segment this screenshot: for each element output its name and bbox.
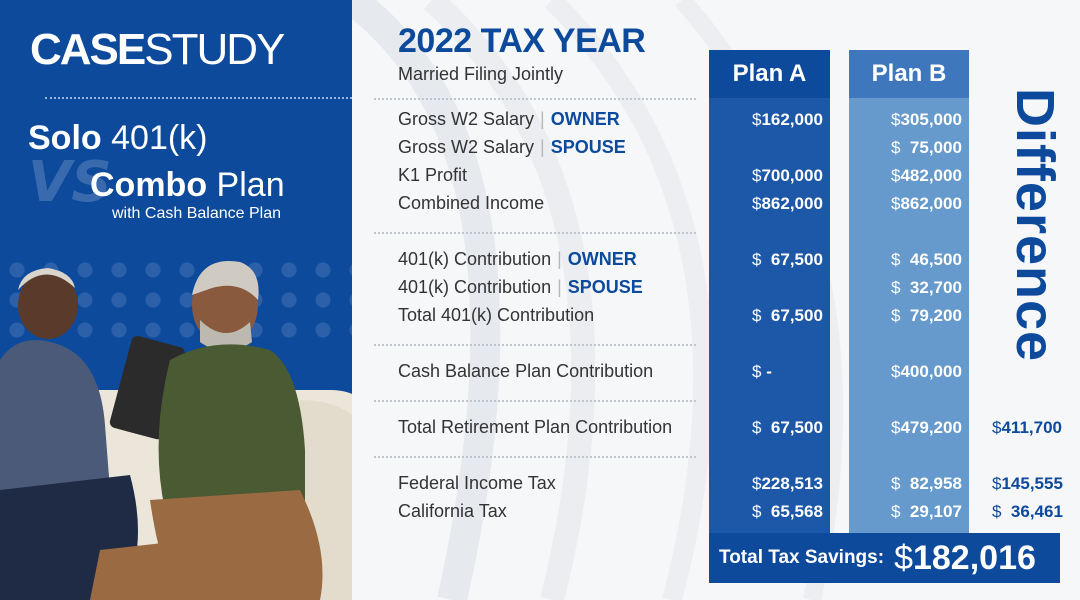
plan-b-401k-total: $ 79,200	[891, 306, 962, 325]
couple-photo	[0, 250, 400, 600]
diff-federal: $145,555	[992, 474, 1063, 493]
row-divider	[374, 232, 696, 234]
plan-a-header: Plan A	[709, 50, 830, 98]
plan-a-k1: $700,000	[752, 166, 823, 185]
headline-solo: Solo 401(k)	[28, 119, 208, 157]
row-divider	[374, 456, 696, 458]
row-divider	[374, 344, 696, 346]
label-k1-profit: K1 Profit	[398, 165, 468, 185]
plan-b-total-retirement: $479,200	[891, 418, 962, 437]
label-401k-owner: 401(k) Contribution | OWNER	[398, 249, 637, 269]
diff-total-retirement: $411,700	[992, 418, 1062, 437]
plan-b-cash-balance: $400,000	[891, 362, 962, 381]
diff-california: $ 36,461	[992, 502, 1063, 521]
label-401k-spouse: 401(k) Contribution | SPOUSE	[398, 277, 643, 297]
plan-b-combined: $862,000	[891, 194, 962, 213]
plan-a-401k-owner: $ 67,500	[752, 250, 823, 269]
plan-a-gross-owner: $162,000	[752, 110, 823, 129]
plan-b-k1: $482,000	[891, 166, 962, 185]
plan-a-california: $ 65,568	[752, 502, 823, 521]
plan-a-total-retirement: $ 67,500	[752, 418, 823, 437]
label-federal-tax: Federal Income Tax	[398, 473, 556, 493]
plan-b-gross-owner: $305,000	[891, 110, 962, 129]
total-savings-amount: $182,016	[894, 538, 1036, 577]
label-gross-spouse: Gross W2 Salary | SPOUSE	[398, 137, 626, 157]
vs-watermark: VS	[28, 150, 112, 215]
left-divider	[45, 97, 352, 99]
row-divider	[374, 400, 696, 402]
difference-header: Difference	[1005, 87, 1065, 363]
row-divider	[374, 98, 696, 100]
label-cash-balance: Cash Balance Plan Contribution	[398, 361, 654, 381]
headline-combo: Combo Plan	[90, 166, 285, 204]
label-california-tax: California Tax	[398, 501, 507, 521]
plan-b-401k-spouse: $ 32,700	[891, 278, 962, 297]
plan-b-california: $ 29,107	[891, 502, 962, 521]
plan-a-combined: $862,000	[752, 194, 823, 213]
tax-year-title: 2022 TAX YEAR	[398, 22, 646, 60]
plan-b-401k-owner: $ 46,500	[891, 250, 962, 269]
total-tax-savings-banner	[709, 533, 1060, 583]
label-combined-income: Combined Income	[398, 193, 545, 213]
filing-status: Married Filing Jointly	[398, 64, 564, 84]
plan-a-401k-total: $ 67,500	[752, 306, 823, 325]
plan-a-cash-balance: $ -	[752, 362, 772, 381]
label-total-retirement: Total Retirement Plan Contribution	[398, 417, 673, 437]
plan-b-federal: $ 82,958	[891, 474, 962, 493]
case-study-logo: CASESTUDY	[30, 25, 284, 74]
plan-b-gross-spouse: $ 75,000	[891, 138, 962, 157]
headline-subline: with Cash Balance Plan	[112, 205, 281, 222]
label-401k-total: Total 401(k) Contribution	[398, 305, 595, 325]
total-savings-label: Total Tax Savings:	[719, 547, 885, 568]
plan-a-federal: $228,513	[752, 474, 823, 493]
label-gross-owner: Gross W2 Salary | OWNER	[398, 109, 620, 129]
plan-b-header: Plan B	[849, 50, 969, 98]
